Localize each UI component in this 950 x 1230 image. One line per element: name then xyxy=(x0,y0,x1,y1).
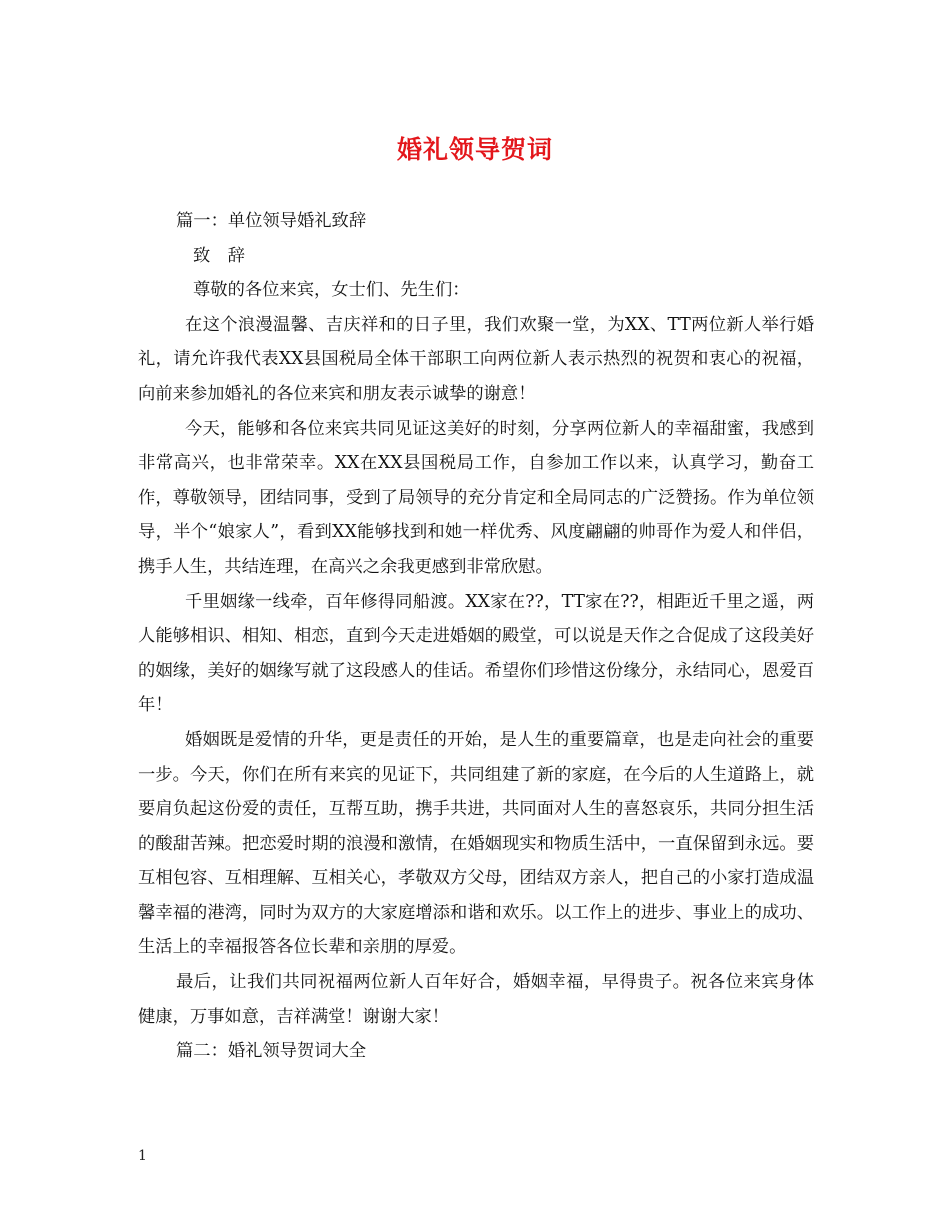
section-heading-2: 篇二：婚礼领导贺词大全 xyxy=(176,1041,367,1062)
paragraph: 最后，让我们共同祝福两位新人百年好合，婚姻幸福，早得贵子。祝各位来宾身体健康，万事如意，吉祥满堂！谢谢大家！ xyxy=(138,972,814,1027)
document-body xyxy=(138,204,814,1069)
paragraph: 婚姻既是爱情的升华，更是责任的开始，是人生的重要篇章，也是走向社会的重要一步。今天，你们在所有来宾的见证下，共同组建了新的家庭，在今后的人生道路上，就要肩负起这份爱的责任，互帮互助，携手共进，共同面对人生的喜怒哀乐，共同分担生活的酸甜苦辣。把恋爱时期的浪漫和激情，在婚姻现实和物质生活中，一直保留到永远。要互相包容、互相理解、互相关心，孝敬双方父母，团结双方亲人，把自己的小家打造成温馨幸福的港湾，同时为双方的大家庭增添和谐和欢乐。以工作上的进步、事业上的成功、生活上的幸福报答各位长辈和亲朋的厚爱。 xyxy=(138,729,814,958)
paragraph: 在这个浪漫温馨、吉庆祥和的日子里，我们欢聚一堂，为XX、TT两位新人举行婚礼，请允许我代表XX县国税局全体干部职工向两位新人表示热烈的祝贺和衷心的祝福，向前来参加婚礼的各位来宾和朋友表示诚挚的谢意！ xyxy=(138,314,814,404)
document-title: 婚礼领导贺词 xyxy=(396,135,553,164)
salutation: 尊敬的各位来宾，女士们、先生们： xyxy=(193,280,470,301)
paragraph: 千里姻缘一线牵，百年修得同船渡。XX家在??，TT家在??，相距近千里之遥，两人能够相识、相知、相恋，直到今天走进婚姻的殿堂，可以说是天作之合促成了这段美好的姻缘，美好的姻缘写就了这段感人的佳话。希望你们珍惜这份缘分，永结同心，恩爱百年！ xyxy=(138,591,814,716)
speech-label: 致 辞 xyxy=(193,245,245,266)
paragraph: 今天，能够和各位来宾共同见证这美好的时刻，分享两位新人的幸福甜蜜，我感到非常高兴，也非常荣幸。XX在XX县国税局工作，自参加工作以来，认真学习，勤奋工作，尊敬领导，团结同事，受到了局领导的充分肯定和全局同志的广泛赞扬。作为单位领导，半个“娘家人”，看到XX能够找到和她一样优秀、风度翩翩的帅哥作为爱人和伴侣，携手人生，共结连理，在高兴之余我更感到非常欣慰。 xyxy=(138,418,814,577)
page-number: 1 xyxy=(138,1148,147,1164)
section-heading-1: 篇一：单位领导婚礼致辞 xyxy=(176,211,367,231)
